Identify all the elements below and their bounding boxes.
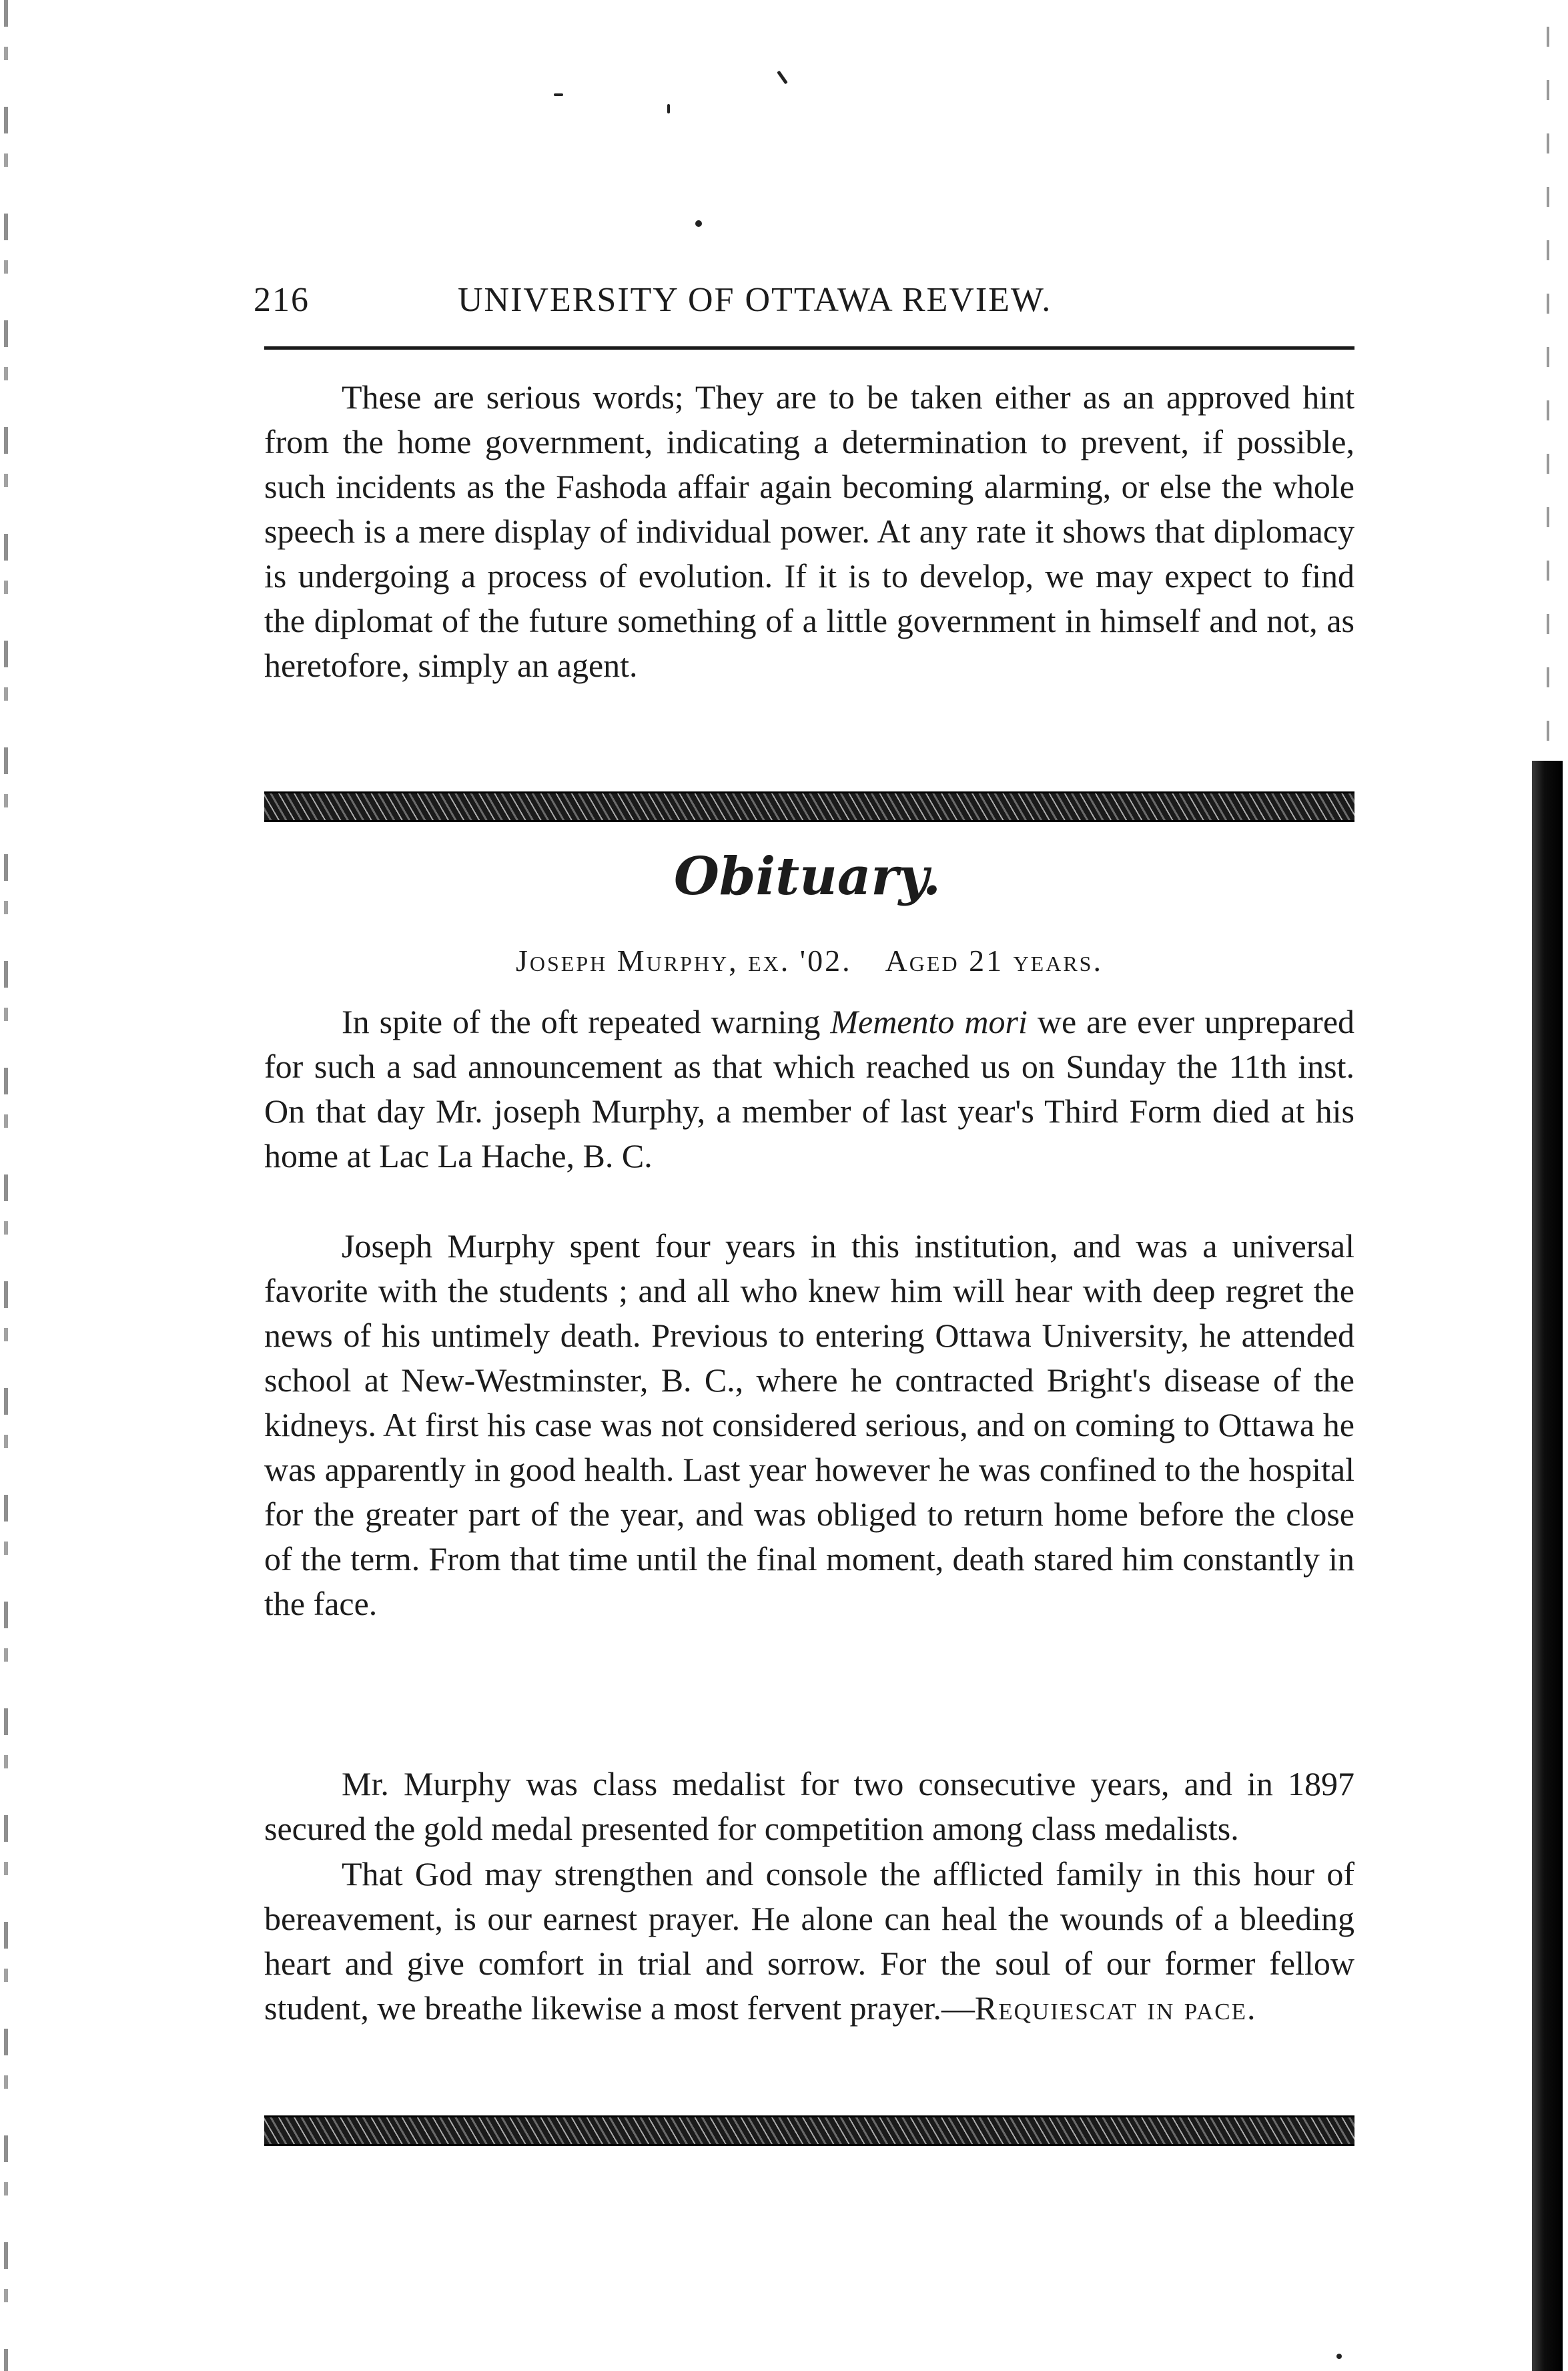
obituary-name: Joseph Murphy, ex. '02. — [516, 944, 852, 978]
journal-title: UNIVERSITY OF OTTAWA REVIEW. — [458, 281, 1052, 319]
obituary-paragraph-2: Joseph Murphy spent four years in this institution, and was a universal favorite with the students ; and all who knew him will hear with deep regret the news of his untimely death. Previous to entering Ottawa University, he attended school at New-Westminster, B. C., where he contracted Bright's disease of the kidneys. At first his case was not considered serious, and on coming to Ottawa he was apparently in good health. Last year however he was confined to the hospital for the greater part of the year, and was obliged to return home before the close of the term. From that time until the final moment, death stared him constantly in the face. — [264, 1227, 1354, 1622]
page-number: 216 — [254, 281, 310, 319]
running-header — [254, 280, 1354, 327]
latin-phrase: Memento mori — [830, 1003, 1028, 1040]
text-run: That God may strengthen and console the afflicted family in this hour of bereavement, is our earnest prayer. He alone can heal the wounds of a bleeding heart and give comfort in trial and sorrow. For the soul of our former fellow student, we breathe likewise a most fervent prayer.— — [264, 1855, 1354, 2027]
article-closing-paragraph: These are serious words; They are to be taken either as an approved hint from the home government, indicating a determination to prevent, if possible, such incidents as the Fashoda affair again becoming alarming, or else the whole speech is a mere display of individual power. At any rate it shows that diplomacy is undergoing a process of evolution. If it is to develop, we may expect to find the diplomat of the future something of a little government in himself and not, as heretofore, simply an agent. — [264, 378, 1354, 684]
closing-phrase: Requiescat in pace. — [974, 1989, 1257, 2027]
scan-speck — [667, 104, 670, 113]
obituary-subheading — [264, 943, 1354, 978]
ornament-divider-bottom — [264, 2115, 1354, 2146]
scan-speck — [777, 71, 788, 85]
obituary-paragraph-4 — [264, 1852, 1354, 2031]
scan-speck — [554, 93, 563, 96]
header-rule — [264, 346, 1354, 350]
obituary-heading: Obituary. — [673, 846, 941, 907]
obituary-paragraph-3: Mr. Murphy was class medalist for two consecutive years, and in 1897 secured the gold medal presented for competition among class medalists. — [264, 1765, 1354, 1847]
obituary-paragraph-1 — [264, 1000, 1354, 1178]
obituary-age: Aged 21 years. — [885, 944, 1103, 978]
scan-speck — [1336, 2354, 1342, 2359]
text-run: we are ever unprepared for such a sad announcement as that which reached us on Sunday the 11th inst. On that day Mr. joseph Murphy, a member of last year's Third Form died at his home at Lac La Hache, B. C. — [264, 1003, 1355, 1174]
scan-left-edge — [4, 0, 8, 2371]
scan-right-edge — [1547, 27, 1549, 747]
ornament-divider-top — [264, 791, 1354, 822]
scan-speck — [695, 220, 702, 227]
scan-right-shadow — [1532, 761, 1563, 2371]
text-run: In spite of the oft repeated warning — [342, 1003, 831, 1040]
